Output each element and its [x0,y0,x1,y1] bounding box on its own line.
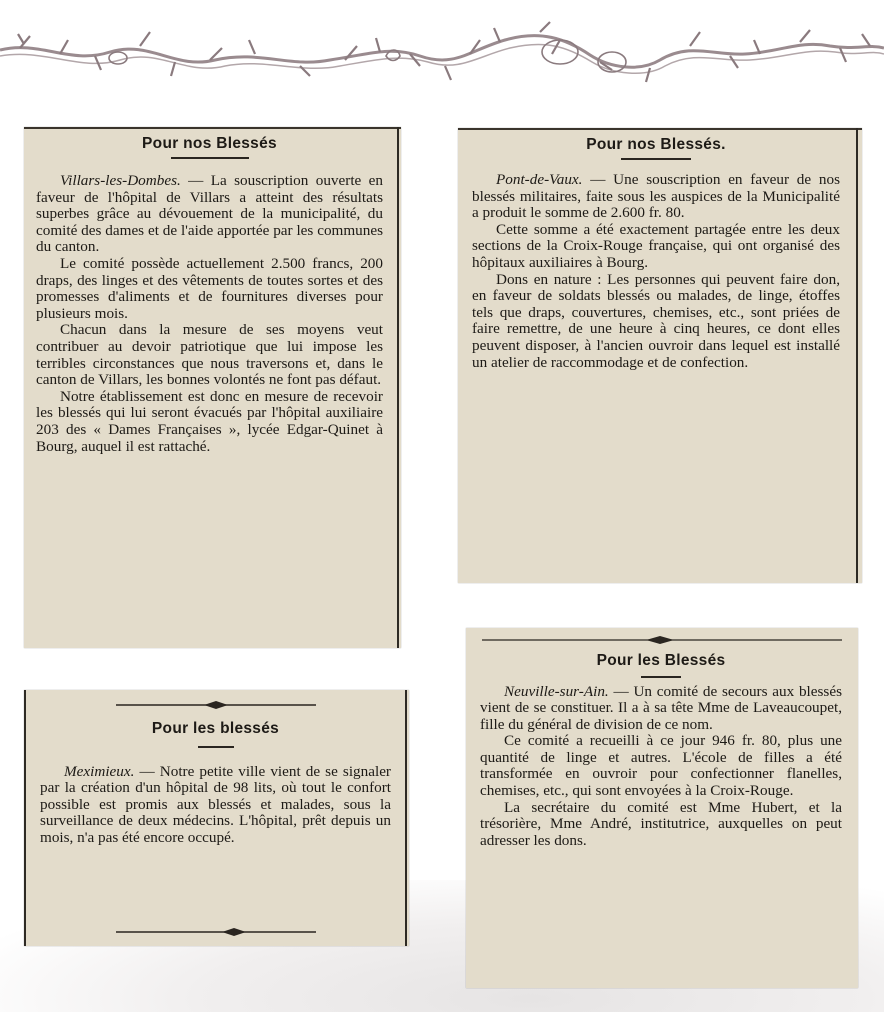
column-rule [397,127,399,648]
clipping-text [480,684,842,850]
paragraph: Chacun dans la mesure de ses moyens veut contribuer au devoir patriotique que lui impose les terribles circonstances que nous traversons et, dans le canton de Villars, les bonnes volontés ne font pas défaut. [36,321,383,389]
clipping-text [36,173,383,455]
paragraph-text: — Notre petite ville vient de se signaler par la création d'un hôpital de 98 lits, où tout le confort possible est promis aux blessés et malades, sous la surveillance de deux médecins. L'hôpital, prêt depuis un mois, n'a pas été encore occupé. [40,762,391,846]
paragraph [36,173,383,256]
paragraph: Notre établissement est donc en mesure de recevoir les blessés qui lui seront évacués par l'hôpital auxiliaire 203 des « Dames Françaises », lycée Edgar-Quinet à Bourg, auquel il est rattaché. [36,387,383,455]
paragraph: Cette somme a été exactement partagée entre les deux sections de la Croix-Rouge française, qui ont organisé des hôpitaux auxiliaires à Bourg. [472,220,840,271]
paragraph: Ce comité a recueilli à ce jour 946 fr. 80, plus une quantité de linge et autres. L'école de filles a été transformée en ouvroir pour confectionner flanelles, chemises, etc., qui sont envoyées à la Croix-Rouge. [480,732,842,800]
paragraph: Dons en nature : Les personnes qui peuvent faire don, en faveur de soldats blessés ou malades, de linge, étoffes tels que draps, couvertures, chemises, etc., sont priées de faire remettre, de une heure à cinq heures, ce dont elles peuvent disposer, à l'ancien ouvroir dans lequel est installé un atelier de raccommodage et de confection. [472,270,840,371]
diamond-rule-icon [24,922,409,942]
clipping-heading: Pour nos Blessés. [586,136,726,153]
paragraph [472,172,840,222]
diamond-rule-icon [466,628,858,646]
clipping-heading: Pour les blessés [151,720,280,737]
top-rule [24,127,401,129]
place-name: Neuville-sur-Ain. [504,682,609,700]
place-name: Pont-de-Vaux. [496,171,583,188]
paragraph: La secrétaire du comité est Mme Hubert, et la trésorière, Mme André, institutrice, auxquelles on peut adresser les dons. [480,798,842,849]
paragraph: Le comité possède actuellement 2.500 francs, 200 draps, des linges et des vêtements de toutes sortes et des promesses d'aliments et de fournitures diverses pour plusieurs mois. [36,254,383,322]
heading-underline [621,158,691,160]
vine-garland-icon [0,10,884,110]
clipping-text [472,172,840,371]
clipping-villars [24,127,401,648]
paragraph-text: — Un comité de secours aux blessés vient de se constituer. Il a à sa tête Mme de Laveaucoupet, fille du général de division de ce nom. [480,682,842,733]
column-rule [856,128,858,583]
heading-underline [198,746,234,748]
heading-underline [641,676,681,678]
top-rule [458,128,862,130]
place-name: Meximieux. [64,762,135,780]
column-rule [405,690,407,946]
paragraph-text: — La souscription ouverte en faveur de l'hôpital de Villars a atteint des résultats superbes grâce au dévouement de la municipalité, du comité des dames et de l'aide apportée par les communes du canton. [36,172,383,256]
clipping-text [40,764,391,847]
diamond-rule-icon [24,690,409,712]
clipping-pont-de-vaux [458,128,862,583]
heading-underline [171,157,249,159]
clipping-meximieux [24,690,409,946]
clipping-heading: Pour les Blessés [596,652,726,669]
paragraph [40,764,391,847]
clipping-heading: Pour nos Blessés [142,135,277,152]
place-name: Villars-les-Dombes. [60,172,181,189]
clipping-neuville [466,628,858,988]
paragraph-text: — Une souscription en faveur de nos blessés militaires, faite sous les auspices de la Municipalité a produit le somme de 2.600 fr. 80. [472,171,840,222]
paragraph [480,684,842,734]
column-rule [24,690,26,946]
